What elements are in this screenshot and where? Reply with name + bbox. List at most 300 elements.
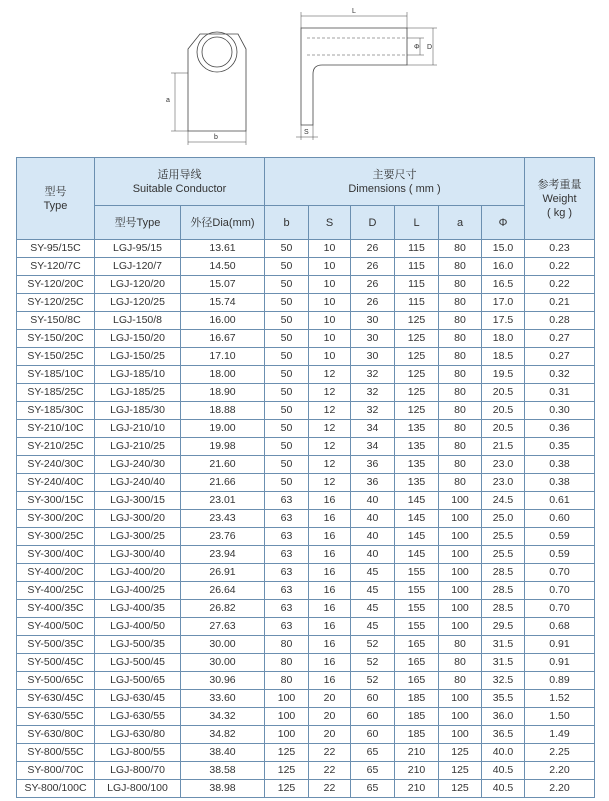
cell-d: 32 bbox=[351, 366, 395, 384]
front-view-drawing bbox=[171, 32, 246, 145]
cell-weight: 1.52 bbox=[525, 690, 595, 708]
cell-s: 16 bbox=[309, 672, 351, 690]
cell-model: SY-120/20C bbox=[17, 276, 95, 294]
cell-conductor-type: LGJ-800/55 bbox=[95, 744, 181, 762]
cell-model: SY-800/100C bbox=[17, 780, 95, 798]
cell-a: 100 bbox=[439, 492, 482, 510]
cell-phi: 23.0 bbox=[482, 474, 525, 492]
cell-phi: 31.5 bbox=[482, 636, 525, 654]
header-conductor-type: 型号Type bbox=[95, 206, 181, 240]
cell-conductor-type: LGJ-500/45 bbox=[95, 654, 181, 672]
cell-a: 100 bbox=[439, 528, 482, 546]
cell-d: 26 bbox=[351, 240, 395, 258]
cell-conductor-type: LGJ-800/70 bbox=[95, 762, 181, 780]
cell-d: 65 bbox=[351, 780, 395, 798]
cell-conductor-type: LGJ-95/15 bbox=[95, 240, 181, 258]
header-dim-d: D bbox=[351, 206, 395, 240]
cell-weight: 0.32 bbox=[525, 366, 595, 384]
cell-d: 34 bbox=[351, 420, 395, 438]
dim-label-d: D bbox=[427, 44, 433, 51]
cell-d: 60 bbox=[351, 690, 395, 708]
cell-s: 10 bbox=[309, 258, 351, 276]
cell-a: 125 bbox=[439, 762, 482, 780]
table-row bbox=[17, 780, 595, 798]
cell-conductor-dia: 23.01 bbox=[181, 492, 265, 510]
cell-a: 80 bbox=[439, 258, 482, 276]
header-type-en: Type bbox=[43, 199, 68, 212]
cell-phi: 18.0 bbox=[482, 330, 525, 348]
cell-a: 125 bbox=[439, 744, 482, 762]
cell-a: 80 bbox=[439, 420, 482, 438]
cell-d: 26 bbox=[351, 276, 395, 294]
cell-s: 16 bbox=[309, 510, 351, 528]
cell-s: 20 bbox=[309, 690, 351, 708]
cell-b: 50 bbox=[265, 456, 309, 474]
cell-a: 80 bbox=[439, 312, 482, 330]
cell-conductor-type: LGJ-120/20 bbox=[95, 276, 181, 294]
cell-d: 40 bbox=[351, 546, 395, 564]
table-row bbox=[17, 690, 595, 708]
cell-model: SY-400/50C bbox=[17, 618, 95, 636]
cell-b: 63 bbox=[265, 546, 309, 564]
cell-a: 100 bbox=[439, 726, 482, 744]
cell-conductor-type: LGJ-240/40 bbox=[95, 474, 181, 492]
table-row bbox=[17, 762, 595, 780]
cell-l: 125 bbox=[395, 348, 439, 366]
cell-b: 63 bbox=[265, 564, 309, 582]
cell-b: 50 bbox=[265, 276, 309, 294]
dim-label-l: L bbox=[352, 8, 356, 15]
table-row bbox=[17, 276, 595, 294]
cell-model: SY-185/30C bbox=[17, 402, 95, 420]
cell-conductor-dia: 16.67 bbox=[181, 330, 265, 348]
cell-conductor-dia: 38.98 bbox=[181, 780, 265, 798]
cell-conductor-type: LGJ-500/35 bbox=[95, 636, 181, 654]
cell-model: SY-300/40C bbox=[17, 546, 95, 564]
cell-s: 12 bbox=[309, 402, 351, 420]
cell-b: 100 bbox=[265, 708, 309, 726]
cell-model: SY-150/25C bbox=[17, 348, 95, 366]
cell-weight: 0.23 bbox=[525, 240, 595, 258]
cell-weight: 0.22 bbox=[525, 276, 595, 294]
cell-conductor-type: LGJ-300/40 bbox=[95, 546, 181, 564]
cell-a: 80 bbox=[439, 240, 482, 258]
cell-phi: 17.5 bbox=[482, 312, 525, 330]
cell-a: 100 bbox=[439, 618, 482, 636]
cell-phi: 20.5 bbox=[482, 402, 525, 420]
cell-conductor-dia: 18.00 bbox=[181, 366, 265, 384]
cell-d: 30 bbox=[351, 348, 395, 366]
cell-conductor-type: LGJ-185/30 bbox=[95, 402, 181, 420]
cell-b: 50 bbox=[265, 420, 309, 438]
cell-s: 22 bbox=[309, 744, 351, 762]
cell-l: 165 bbox=[395, 636, 439, 654]
cell-conductor-dia: 27.63 bbox=[181, 618, 265, 636]
cell-conductor-dia: 23.76 bbox=[181, 528, 265, 546]
cell-conductor-dia: 13.61 bbox=[181, 240, 265, 258]
cell-d: 60 bbox=[351, 708, 395, 726]
spec-table bbox=[16, 157, 595, 798]
table-row bbox=[17, 528, 595, 546]
cell-s: 10 bbox=[309, 240, 351, 258]
cell-weight: 0.22 bbox=[525, 258, 595, 276]
cell-model: SY-210/10C bbox=[17, 420, 95, 438]
cell-phi: 40.5 bbox=[482, 762, 525, 780]
cell-b: 50 bbox=[265, 402, 309, 420]
spec-table-body bbox=[17, 240, 595, 798]
cell-l: 135 bbox=[395, 420, 439, 438]
cell-conductor-dia: 19.98 bbox=[181, 438, 265, 456]
table-row bbox=[17, 258, 595, 276]
cell-l: 135 bbox=[395, 456, 439, 474]
table-row bbox=[17, 402, 595, 420]
cell-conductor-dia: 15.74 bbox=[181, 294, 265, 312]
cell-phi: 32.5 bbox=[482, 672, 525, 690]
cell-d: 52 bbox=[351, 672, 395, 690]
cell-phi: 28.5 bbox=[482, 582, 525, 600]
cell-model: SY-300/20C bbox=[17, 510, 95, 528]
cell-b: 50 bbox=[265, 384, 309, 402]
cell-weight: 2.20 bbox=[525, 762, 595, 780]
cell-weight: 0.70 bbox=[525, 564, 595, 582]
dim-label-a: a bbox=[166, 97, 170, 104]
cell-l: 185 bbox=[395, 690, 439, 708]
cell-d: 34 bbox=[351, 438, 395, 456]
cell-conductor-type: LGJ-300/20 bbox=[95, 510, 181, 528]
cell-model: SY-630/80C bbox=[17, 726, 95, 744]
cell-conductor-type: LGJ-300/25 bbox=[95, 528, 181, 546]
cell-b: 63 bbox=[265, 510, 309, 528]
cell-b: 50 bbox=[265, 348, 309, 366]
cell-model: SY-800/70C bbox=[17, 762, 95, 780]
cell-d: 40 bbox=[351, 528, 395, 546]
cell-model: SY-120/25C bbox=[17, 294, 95, 312]
header-weight-zh: 参考重量 bbox=[537, 178, 582, 191]
cell-d: 30 bbox=[351, 312, 395, 330]
cell-l: 165 bbox=[395, 654, 439, 672]
cell-weight: 2.20 bbox=[525, 780, 595, 798]
cell-d: 40 bbox=[351, 492, 395, 510]
cell-phi: 21.5 bbox=[482, 438, 525, 456]
cell-a: 80 bbox=[439, 474, 482, 492]
cell-d: 65 bbox=[351, 744, 395, 762]
cell-a: 80 bbox=[439, 384, 482, 402]
cell-s: 16 bbox=[309, 492, 351, 510]
cell-b: 63 bbox=[265, 492, 309, 510]
cell-phi: 28.5 bbox=[482, 564, 525, 582]
cell-conductor-dia: 38.40 bbox=[181, 744, 265, 762]
cell-weight: 2.25 bbox=[525, 744, 595, 762]
table-row bbox=[17, 366, 595, 384]
cell-conductor-type: LGJ-630/80 bbox=[95, 726, 181, 744]
cell-l: 115 bbox=[395, 276, 439, 294]
cell-model: SY-500/65C bbox=[17, 672, 95, 690]
cell-conductor-type: LGJ-240/30 bbox=[95, 456, 181, 474]
cell-l: 125 bbox=[395, 402, 439, 420]
dim-label-phi: Φ bbox=[414, 44, 420, 51]
cell-a: 80 bbox=[439, 366, 482, 384]
cell-b: 50 bbox=[265, 330, 309, 348]
cell-conductor-type: LGJ-150/25 bbox=[95, 348, 181, 366]
cell-d: 26 bbox=[351, 294, 395, 312]
cell-b: 63 bbox=[265, 528, 309, 546]
cell-conductor-dia: 19.00 bbox=[181, 420, 265, 438]
cell-weight: 0.61 bbox=[525, 492, 595, 510]
cell-phi: 31.5 bbox=[482, 654, 525, 672]
header-dim-a: a bbox=[439, 206, 482, 240]
cell-l: 165 bbox=[395, 672, 439, 690]
cell-b: 50 bbox=[265, 366, 309, 384]
cell-conductor-dia: 26.64 bbox=[181, 582, 265, 600]
cell-model: SY-95/15C bbox=[17, 240, 95, 258]
header-conductor bbox=[95, 158, 265, 206]
cell-weight: 0.68 bbox=[525, 618, 595, 636]
cell-l: 185 bbox=[395, 708, 439, 726]
cell-s: 12 bbox=[309, 366, 351, 384]
header-conductor-zh: 适用导线 bbox=[157, 168, 202, 181]
cell-model: SY-500/35C bbox=[17, 636, 95, 654]
table-row bbox=[17, 636, 595, 654]
cell-d: 32 bbox=[351, 402, 395, 420]
cell-conductor-dia: 38.58 bbox=[181, 762, 265, 780]
cell-b: 100 bbox=[265, 690, 309, 708]
cell-s: 16 bbox=[309, 582, 351, 600]
cell-conductor-dia: 15.07 bbox=[181, 276, 265, 294]
cell-l: 125 bbox=[395, 312, 439, 330]
cell-s: 16 bbox=[309, 546, 351, 564]
table-row bbox=[17, 312, 595, 330]
cell-phi: 25.5 bbox=[482, 528, 525, 546]
cell-b: 50 bbox=[265, 474, 309, 492]
cell-d: 52 bbox=[351, 654, 395, 672]
table-row bbox=[17, 672, 595, 690]
cell-conductor-type: LGJ-400/35 bbox=[95, 600, 181, 618]
cell-b: 63 bbox=[265, 618, 309, 636]
cell-s: 10 bbox=[309, 348, 351, 366]
cell-phi: 36.0 bbox=[482, 708, 525, 726]
cell-conductor-dia: 14.50 bbox=[181, 258, 265, 276]
table-row bbox=[17, 456, 595, 474]
cell-weight: 0.31 bbox=[525, 384, 595, 402]
cell-phi: 16.5 bbox=[482, 276, 525, 294]
cell-d: 45 bbox=[351, 582, 395, 600]
cell-s: 20 bbox=[309, 726, 351, 744]
cell-a: 80 bbox=[439, 294, 482, 312]
cell-weight: 0.21 bbox=[525, 294, 595, 312]
cell-model: SY-150/8C bbox=[17, 312, 95, 330]
header-weight bbox=[525, 158, 595, 240]
cell-a: 80 bbox=[439, 672, 482, 690]
cell-model: SY-185/10C bbox=[17, 366, 95, 384]
cell-l: 125 bbox=[395, 330, 439, 348]
cell-l: 135 bbox=[395, 474, 439, 492]
cell-conductor-type: LGJ-630/55 bbox=[95, 708, 181, 726]
cell-conductor-dia: 34.32 bbox=[181, 708, 265, 726]
cell-weight: 0.59 bbox=[525, 546, 595, 564]
cell-conductor-dia: 23.43 bbox=[181, 510, 265, 528]
cell-phi: 24.5 bbox=[482, 492, 525, 510]
cell-conductor-type: LGJ-400/25 bbox=[95, 582, 181, 600]
cell-phi: 40.5 bbox=[482, 780, 525, 798]
cell-model: SY-400/25C bbox=[17, 582, 95, 600]
cell-l: 115 bbox=[395, 294, 439, 312]
header-dimensions-zh: 主要尺寸 bbox=[372, 168, 417, 181]
table-row bbox=[17, 708, 595, 726]
cell-conductor-type: LGJ-185/25 bbox=[95, 384, 181, 402]
cell-conductor-dia: 23.94 bbox=[181, 546, 265, 564]
cell-b: 80 bbox=[265, 672, 309, 690]
cell-model: SY-210/25C bbox=[17, 438, 95, 456]
cell-d: 60 bbox=[351, 726, 395, 744]
cell-conductor-type: LGJ-800/100 bbox=[95, 780, 181, 798]
table-row bbox=[17, 492, 595, 510]
cell-s: 12 bbox=[309, 438, 351, 456]
cell-l: 155 bbox=[395, 582, 439, 600]
header-weight-unit: ( kg ) bbox=[546, 206, 573, 219]
cell-s: 12 bbox=[309, 456, 351, 474]
table-row bbox=[17, 330, 595, 348]
cell-phi: 19.5 bbox=[482, 366, 525, 384]
cell-conductor-type: LGJ-400/20 bbox=[95, 564, 181, 582]
cell-conductor-dia: 30.00 bbox=[181, 654, 265, 672]
cell-s: 20 bbox=[309, 708, 351, 726]
table-row bbox=[17, 654, 595, 672]
table-row bbox=[17, 294, 595, 312]
cell-a: 100 bbox=[439, 690, 482, 708]
cell-a: 80 bbox=[439, 276, 482, 294]
cell-l: 155 bbox=[395, 600, 439, 618]
cell-s: 16 bbox=[309, 618, 351, 636]
cell-phi: 25.5 bbox=[482, 546, 525, 564]
cell-l: 145 bbox=[395, 492, 439, 510]
header-dim-b: b bbox=[265, 206, 309, 240]
header-dimensions-en: Dimensions ( mm ) bbox=[348, 182, 441, 195]
cell-conductor-dia: 21.60 bbox=[181, 456, 265, 474]
cell-conductor-type: LGJ-120/25 bbox=[95, 294, 181, 312]
cell-l: 210 bbox=[395, 744, 439, 762]
cell-model: SY-240/30C bbox=[17, 456, 95, 474]
cell-s: 12 bbox=[309, 474, 351, 492]
cell-phi: 17.0 bbox=[482, 294, 525, 312]
cell-phi: 29.5 bbox=[482, 618, 525, 636]
cell-weight: 0.89 bbox=[525, 672, 595, 690]
cell-weight: 0.38 bbox=[525, 474, 595, 492]
cell-conductor-type: LGJ-400/50 bbox=[95, 618, 181, 636]
cell-a: 80 bbox=[439, 348, 482, 366]
header-dimensions bbox=[265, 158, 525, 206]
table-row bbox=[17, 564, 595, 582]
cell-s: 10 bbox=[309, 312, 351, 330]
cell-s: 12 bbox=[309, 420, 351, 438]
cell-l: 145 bbox=[395, 528, 439, 546]
cell-phi: 25.0 bbox=[482, 510, 525, 528]
cell-conductor-dia: 26.91 bbox=[181, 564, 265, 582]
cell-b: 80 bbox=[265, 636, 309, 654]
cell-d: 30 bbox=[351, 330, 395, 348]
cell-conductor-dia: 21.66 bbox=[181, 474, 265, 492]
cell-l: 185 bbox=[395, 726, 439, 744]
cell-phi: 23.0 bbox=[482, 456, 525, 474]
cell-conductor-type: LGJ-185/10 bbox=[95, 366, 181, 384]
cell-conductor-type: LGJ-150/20 bbox=[95, 330, 181, 348]
cell-s: 16 bbox=[309, 528, 351, 546]
cell-conductor-dia: 33.60 bbox=[181, 690, 265, 708]
table-row bbox=[17, 618, 595, 636]
cell-l: 145 bbox=[395, 510, 439, 528]
cell-b: 50 bbox=[265, 258, 309, 276]
cell-conductor-type: LGJ-150/8 bbox=[95, 312, 181, 330]
cell-b: 80 bbox=[265, 654, 309, 672]
cell-a: 125 bbox=[439, 780, 482, 798]
cell-conductor-type: LGJ-500/65 bbox=[95, 672, 181, 690]
cell-d: 45 bbox=[351, 618, 395, 636]
table-row bbox=[17, 600, 595, 618]
cell-a: 80 bbox=[439, 636, 482, 654]
cell-l: 210 bbox=[395, 762, 439, 780]
cell-conductor-dia: 16.00 bbox=[181, 312, 265, 330]
cell-d: 40 bbox=[351, 510, 395, 528]
cell-a: 80 bbox=[439, 654, 482, 672]
header-type bbox=[17, 158, 95, 240]
cell-conductor-type: LGJ-120/7 bbox=[95, 258, 181, 276]
table-row bbox=[17, 510, 595, 528]
header-dim-s: S bbox=[309, 206, 351, 240]
cell-conductor-dia: 18.88 bbox=[181, 402, 265, 420]
cell-phi: 40.0 bbox=[482, 744, 525, 762]
cell-a: 80 bbox=[439, 438, 482, 456]
cell-conductor-dia: 17.10 bbox=[181, 348, 265, 366]
cell-s: 16 bbox=[309, 600, 351, 618]
cell-b: 50 bbox=[265, 294, 309, 312]
cell-b: 50 bbox=[265, 312, 309, 330]
cell-d: 45 bbox=[351, 564, 395, 582]
cell-phi: 18.5 bbox=[482, 348, 525, 366]
terminal-drawings bbox=[0, 0, 609, 158]
cell-d: 65 bbox=[351, 762, 395, 780]
cell-conductor-type: LGJ-300/15 bbox=[95, 492, 181, 510]
table-row bbox=[17, 348, 595, 366]
cell-l: 135 bbox=[395, 438, 439, 456]
cell-a: 100 bbox=[439, 708, 482, 726]
side-view-drawing bbox=[296, 12, 437, 140]
cell-model: SY-630/45C bbox=[17, 690, 95, 708]
cell-weight: 0.91 bbox=[525, 654, 595, 672]
table-row bbox=[17, 474, 595, 492]
cell-a: 100 bbox=[439, 600, 482, 618]
cell-weight: 0.35 bbox=[525, 438, 595, 456]
cell-model: SY-400/20C bbox=[17, 564, 95, 582]
header-dim-l: L bbox=[395, 206, 439, 240]
cell-model: SY-630/55C bbox=[17, 708, 95, 726]
dim-label-s: S bbox=[304, 129, 309, 136]
cell-s: 22 bbox=[309, 780, 351, 798]
table-row bbox=[17, 546, 595, 564]
cell-model: SY-120/7C bbox=[17, 258, 95, 276]
cell-l: 125 bbox=[395, 366, 439, 384]
cell-a: 100 bbox=[439, 546, 482, 564]
cell-phi: 15.0 bbox=[482, 240, 525, 258]
cell-a: 80 bbox=[439, 402, 482, 420]
cell-model: SY-300/15C bbox=[17, 492, 95, 510]
cell-d: 36 bbox=[351, 474, 395, 492]
cell-b: 63 bbox=[265, 600, 309, 618]
cell-l: 210 bbox=[395, 780, 439, 798]
cell-s: 22 bbox=[309, 762, 351, 780]
cell-b: 100 bbox=[265, 726, 309, 744]
cell-model: SY-185/25C bbox=[17, 384, 95, 402]
cell-conductor-type: LGJ-210/25 bbox=[95, 438, 181, 456]
header-weight-en: Weight bbox=[542, 192, 577, 205]
